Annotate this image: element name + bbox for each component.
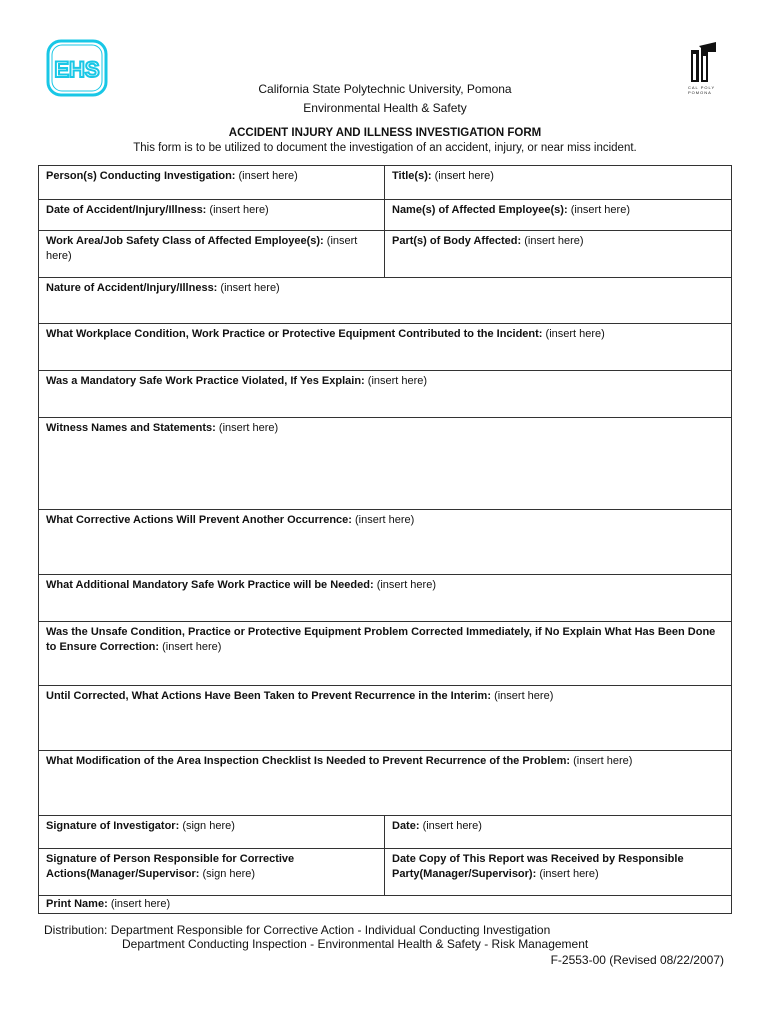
- additional-practice-field[interactable]: What Additional Mandatory Safe Work Practice will be Needed: (insert here): [46, 579, 436, 591]
- form-title: ACCIDENT INJURY AND ILLNESS INVESTIGATION FORM: [228, 127, 542, 139]
- safe-practice-violated-field[interactable]: Was a Mandatory Safe Work Practice Violated, If Yes Explain: (insert here): [46, 375, 428, 387]
- distribution-line-1: Distribution: Department Responsible for Corrective Action - Individual Conducting Investigation: [44, 923, 551, 937]
- distribution-line-2: Department Conducting Inspection - Environmental Health & Safety - Risk Management: [122, 937, 589, 951]
- investigator-signature-field[interactable]: Signature of Investigator: (sign here): [39, 816, 385, 848]
- nature-field[interactable]: Nature of Accident/Injury/Illness: (insert here): [46, 282, 280, 294]
- affected-employees-field[interactable]: Name(s) of Affected Employee(s): (insert here): [392, 204, 630, 216]
- form-row: [39, 575, 731, 622]
- form-row: [39, 686, 731, 751]
- form-row: [39, 816, 731, 849]
- work-area-field[interactable]: Work Area/Job Safety Class of Affected Employee(s): (insert here): [39, 231, 385, 277]
- svg-text:EHS: EHS: [54, 57, 100, 82]
- titles-field[interactable]: Title(s): (insert here): [392, 170, 494, 182]
- persons-conducting-field[interactable]: Person(s) Conducting Investigation: (insert here): [39, 166, 385, 199]
- workplace-condition-field[interactable]: What Workplace Condition, Work Practice or Protective Equipment Contributed to the Incident: (insert here): [46, 328, 605, 340]
- form-row: [39, 751, 731, 816]
- form-instructions: This form is to be utilized to document the investigation of an accident, injury, or near miss incident.: [133, 142, 637, 154]
- form-number: F-2553-00 (Revised 08/22/2007): [550, 953, 724, 967]
- form-row: [39, 418, 731, 510]
- corrective-actions-field[interactable]: What Corrective Actions Will Prevent Another Occurrence: (insert here): [46, 514, 415, 526]
- date-copy-received-field[interactable]: Date Copy of This Report was Received by Responsible Party(Manager/Supervisor): (insert here): [392, 853, 684, 880]
- date-of-accident-field[interactable]: Date of Accident/Injury/Illness: (insert here): [39, 200, 385, 230]
- witnesses-field[interactable]: Witness Names and Statements: (insert here): [46, 422, 279, 434]
- responsible-signature-field[interactable]: Signature of Person Responsible for Corrective Actions(Manager/Supervisor: (sign here): [39, 849, 385, 895]
- department-name: Environmental Health & Safety: [303, 101, 467, 115]
- form-row: [39, 278, 731, 324]
- form-row: [39, 510, 731, 575]
- form-row: [39, 896, 731, 913]
- form-row: [39, 231, 731, 278]
- form-row: [39, 371, 731, 418]
- form-row: [39, 324, 731, 371]
- university-name: California State Polytechnic University, Pomona: [258, 82, 512, 96]
- investigation-form: [38, 165, 732, 914]
- date-field[interactable]: Date: (insert here): [392, 820, 482, 832]
- body-parts-field[interactable]: Part(s) of Body Affected: (insert here): [392, 235, 584, 247]
- print-name-field[interactable]: Print Name: (insert here): [46, 898, 171, 910]
- form-row: [39, 849, 731, 896]
- form-row: [39, 200, 731, 231]
- logo-caption: CAL POLY POMONA: [688, 85, 716, 95]
- form-row: [39, 622, 731, 686]
- checklist-modification-field[interactable]: What Modification of the Area Inspection Checklist Is Needed to Prevent Recurrence of the Problem: (insert here): [46, 755, 633, 767]
- interim-actions-field[interactable]: Until Corrected, What Actions Have Been Taken to Prevent Recurrence in the Interim: (insert here): [46, 690, 554, 702]
- corrected-immediately-field[interactable]: Was the Unsafe Condition, Practice or Protective Equipment Problem Corrected Immediately, if No Explain What Has Been Done to Ensure Correction: (insert here): [46, 626, 716, 653]
- form-row: [39, 166, 731, 200]
